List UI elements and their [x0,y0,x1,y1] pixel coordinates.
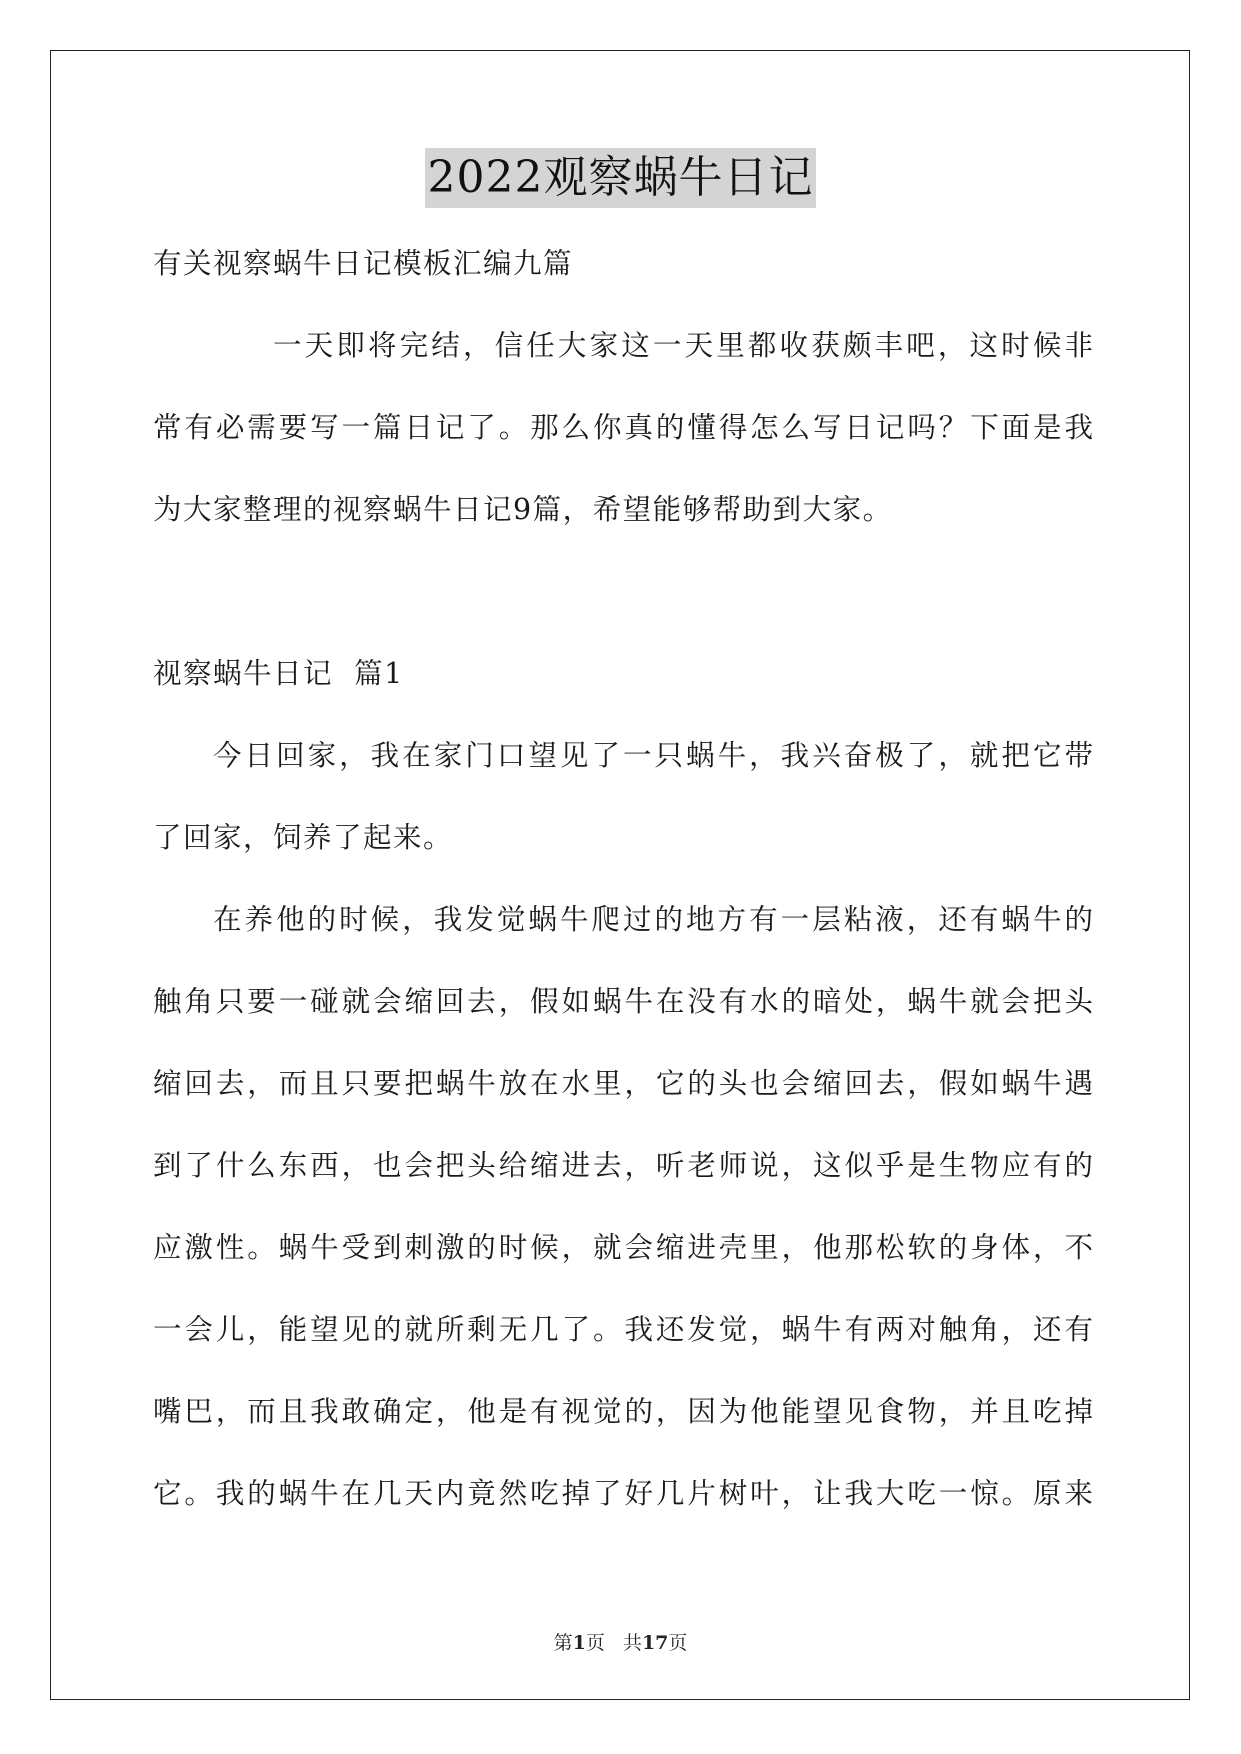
paragraph-line: 嘴巴，而且我敢确定，他是有视觉的，因为他能望见食物，并且吃掉 [153,1395,1093,1428]
page-footer [0,1628,1241,1655]
document-title: 2022观察蜗牛日记 [425,148,817,208]
footer-page-number: 1 [572,1632,586,1654]
section-heading: 视察蜗牛日记 篇1 [153,657,404,690]
paragraph-line: 了回家，饲养了起来。 [153,821,454,854]
paragraph-line: 它。我的蜗牛在几天内竟然吃掉了好几片树叶，让我大吃一惊。原来 [153,1477,1093,1510]
document-body [153,234,1093,1546]
paragraph-line: 应激性。蜗牛受到刺激的时候，就会缩进壳里，他那松软的身体，不 [153,1231,1093,1264]
intro-line: 一天即将完结，信任大家这一天里都收获颇丰吧，这时候非 [273,329,1093,362]
title-container [0,148,1241,208]
paragraph-line: 一会儿，能望见的就所剩无几了。我还发觉，蜗牛有两对触角，还有 [153,1313,1093,1346]
blank-line [153,562,1093,644]
document-subtitle: 有关视察蜗牛日记模板汇编九篇 [153,247,574,280]
footer-mid: 页 共 [585,1632,642,1654]
paragraph-line: 在养他的时候，我发觉蜗牛爬过的地方有一层粘液，还有蜗牛的 [213,903,1093,936]
paragraph-line: 今日回家，我在家门口望见了一只蜗牛，我兴奋极了，就把它带 [213,739,1093,772]
paragraph-line: 到了什么东西，也会把头给缩进去，听老师说，这似乎是生物应有的 [153,1149,1093,1182]
paragraph-line: 缩回去，而且只要把蜗牛放在水里，它的头也会缩回去，假如蜗牛遇 [153,1067,1093,1100]
intro-line: 为大家整理的视察蜗牛日记9篇，希望能够帮助到大家。 [153,493,893,526]
footer-prefix: 第 [553,1632,573,1654]
footer-suffix: 页 [668,1632,688,1654]
paragraph-line: 触角只要一碰就会缩回去，假如蜗牛在没有水的暗处，蜗牛就会把头 [153,985,1093,1018]
intro-line: 常有必需要写一篇日记了。那么你真的懂得怎么写日记吗？下面是我 [153,411,1093,444]
footer-total-pages: 17 [641,1632,669,1654]
